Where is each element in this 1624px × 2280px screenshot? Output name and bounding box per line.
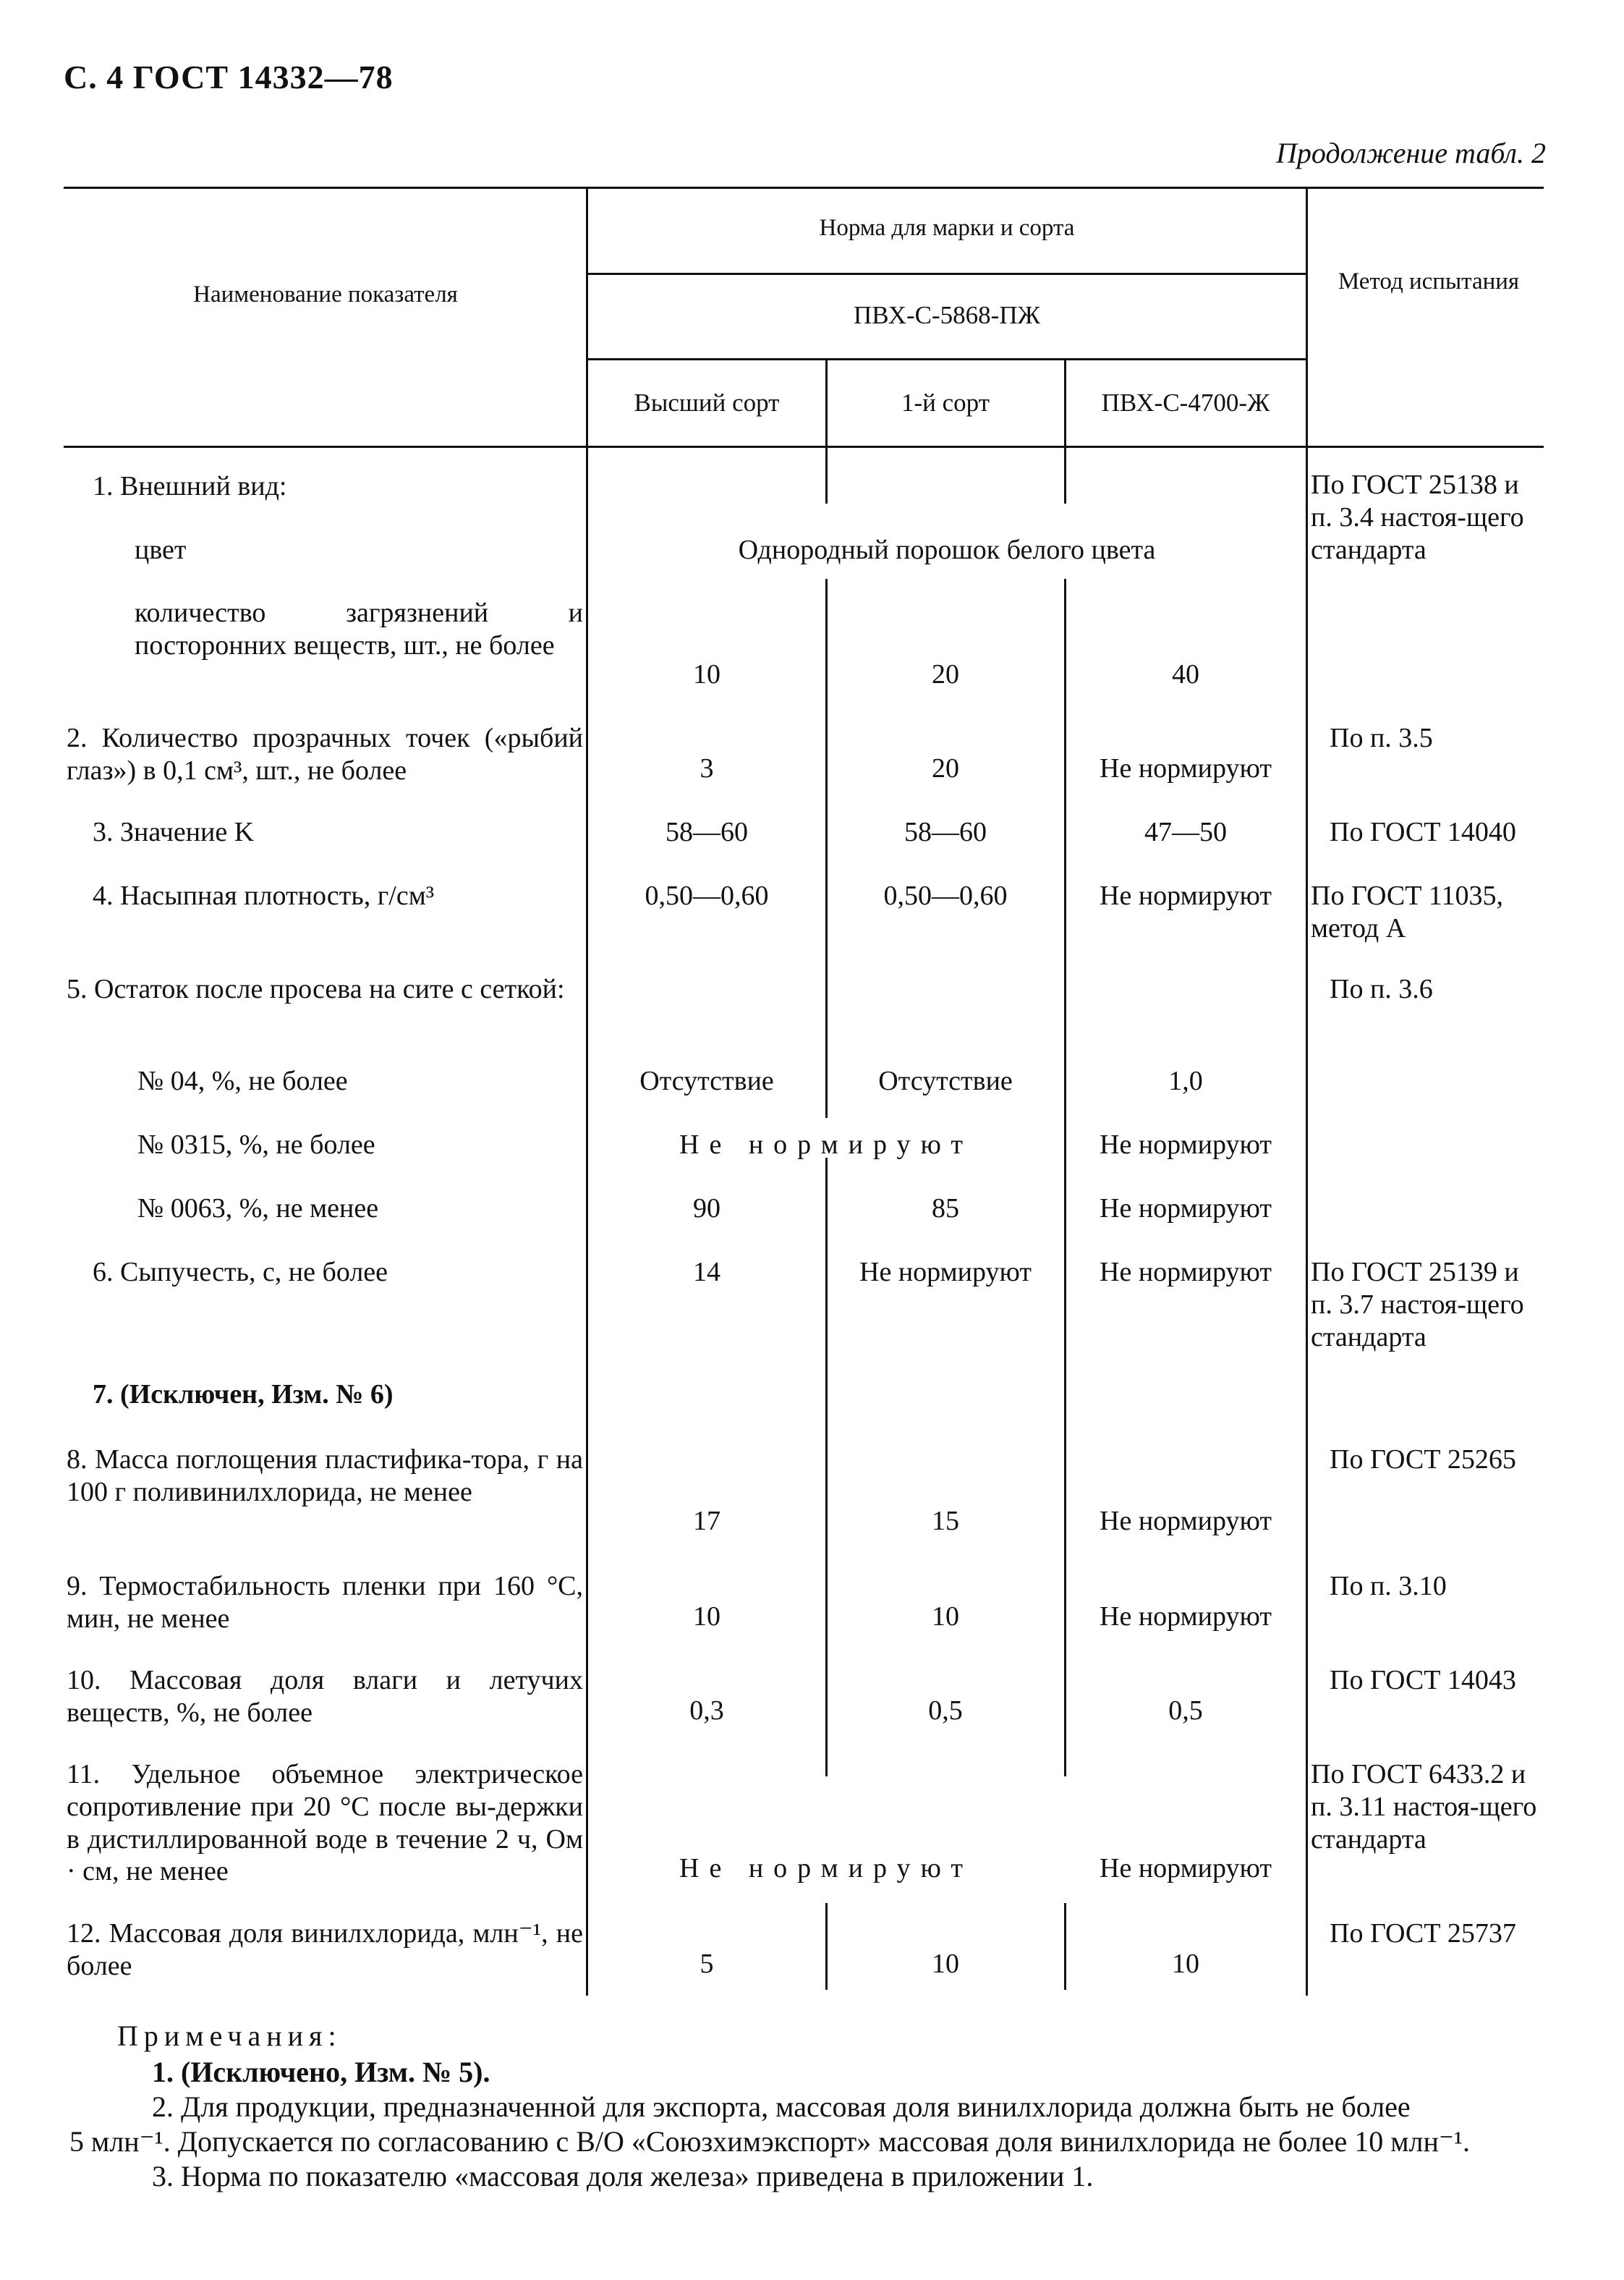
row-4-second: Не нормируют: [1100, 881, 1272, 911]
row-8-top: 17: [693, 1506, 720, 1536]
row-12-name: 12. Массовая доля винилхлорида, млн⁻¹, не более: [67, 1918, 583, 1981]
row-8-name: 8. Масса поглощения пластифика-тора, г на 100 г поливинилхлорида, не менее: [67, 1444, 583, 1507]
row-3-first: 58—60: [904, 817, 987, 847]
body-divider-col12-a: [825, 446, 828, 504]
body-divider-right: [1306, 446, 1308, 1996]
row-3-top: 58—60: [666, 817, 748, 847]
table-continuation-label: Продолжение табл. 2: [1275, 137, 1546, 169]
note-3: 3. Норма по показателю «массовая доля железа» приведена в приложении 1.: [152, 2160, 1094, 2192]
row-1-color-value: Однородный порошок белого цвета: [738, 535, 1156, 565]
header-grade: ПВХ-С-5868-ПЖ: [854, 301, 1040, 329]
row-1-contamination-name: количество загрязнений и посторонних веществ, шт., не более: [135, 598, 583, 661]
row-5-sieve-04-second: 1,0: [1168, 1066, 1203, 1096]
row-10-top: 0,3: [689, 1695, 724, 1726]
row-11-span: Не нормируют: [679, 1853, 973, 1883]
row-10-first: 0,5: [928, 1695, 963, 1726]
row-1-contamination-first: 20: [932, 659, 959, 690]
row-5-name: 5. Остаток после просева на сите с сеткой:: [67, 974, 565, 1004]
row-3-second: 47—50: [1144, 817, 1227, 847]
row-4-top: 0,50—0,60: [645, 881, 769, 911]
row-2-second: Не нормируют: [1100, 753, 1272, 784]
row-9-method: По п. 3.10: [1330, 1571, 1447, 1601]
row-5-sieve-0063-top: 90: [693, 1193, 720, 1224]
header-indicator-name: Наименование показателя: [193, 281, 458, 308]
grade-header-rule: [587, 358, 1306, 360]
row-1-name: 1. Внешний вид:: [93, 471, 287, 501]
row-2-name: 2. Количество прозрачных точек («рыбий глаз») в 0,1 см³, шт., не более: [67, 723, 583, 786]
row-8-method: По ГОСТ 25265: [1330, 1444, 1516, 1475]
header-col-second-brand: ПВХ-С-4700-Ж: [1101, 389, 1270, 417]
row-5-sieve-0315-span: Не нормируют: [679, 1130, 973, 1160]
row-7-name: 7. (Исключен, Изм. № 6): [93, 1379, 394, 1410]
row-9-second: Не нормируют: [1100, 1601, 1272, 1632]
header-bottom-rule: [64, 446, 1544, 448]
header-col-top-grade: Высший сорт: [634, 389, 780, 417]
row-10-method: По ГОСТ 14043: [1330, 1665, 1516, 1695]
note-2-line-2: 5 млн⁻¹. Допускается по согласованию с В/О «Союзхимэкспорт» массовая доля винилхлорида не более 10 млн⁻¹.: [69, 2125, 1470, 2158]
row-4-name: 4. Насыпная плотность, г/см³: [93, 881, 435, 911]
row-5-sieve-04-first: Отсутствие: [878, 1066, 1013, 1096]
row-3-method: По ГОСТ 14040: [1330, 817, 1516, 847]
row-2-first: 20: [932, 753, 959, 784]
row-6-top: 14: [693, 1257, 720, 1287]
header-col-first-grade: 1-й сорт: [901, 389, 990, 417]
row-1-contamination-second: 40: [1172, 659, 1199, 690]
header-divider-left: [586, 187, 588, 446]
row-9-name: 9. Термостабильность пленки при 160 °С, мин, не менее: [67, 1571, 583, 1634]
row-12-second: 10: [1172, 1949, 1199, 1979]
row-1-contamination-top: 10: [693, 659, 720, 690]
row-9-first: 10: [932, 1601, 959, 1632]
body-divider-left: [586, 446, 588, 1996]
row-12-top: 5: [700, 1949, 714, 1979]
row-2-method: По п. 3.5: [1330, 723, 1433, 753]
row-10-second: 0,5: [1168, 1695, 1203, 1726]
row-6-first: Не нормируют: [859, 1257, 1032, 1287]
row-6-second: Не нормируют: [1100, 1257, 1272, 1287]
body-divider-col12-c: [825, 1158, 828, 1776]
row-5-sieve-0063-second: Не нормируют: [1100, 1193, 1272, 1224]
row-8-first: 15: [932, 1506, 959, 1536]
row-4-method: По ГОСТ 11035, метод А: [1311, 881, 1504, 944]
row-1-method: По ГОСТ 25138 и п. 3.4 настоя-щего стандарта: [1311, 470, 1524, 565]
row-5-sieve-0063-name: № 0063, %, не менее: [137, 1193, 379, 1224]
row-6-method: По ГОСТ 25139 и п. 3.7 настоя-щего стандарта: [1311, 1257, 1524, 1352]
header-norm: Норма для марки и сорта: [819, 215, 1075, 241]
table-top-rule: [64, 187, 1544, 189]
row-11-name: 11. Удельное объемное электрическое сопротивление при 20 °С после вы-держки в дистиллированной воде в течение 2 ч, Ом · см, не менее: [67, 1759, 583, 1887]
row-5-sieve-0315-second: Не нормируют: [1100, 1130, 1272, 1160]
row-5-sieve-04-top: Отсутствие: [639, 1066, 774, 1096]
row-12-first: 10: [932, 1949, 959, 1979]
notes-title: Примечания:: [117, 2020, 342, 2052]
header-divider-right: [1306, 187, 1308, 446]
row-5-sieve-0315-name: № 0315, %, не более: [137, 1130, 375, 1160]
row-8-second: Не нормируют: [1100, 1506, 1272, 1536]
row-2-top: 3: [700, 753, 714, 784]
row-12-method: По ГОСТ 25737: [1330, 1918, 1516, 1949]
row-3-name: 3. Значение K: [93, 817, 255, 847]
row-10-name: 10. Массовая доля влаги и летучих веществ, %, не более: [67, 1665, 583, 1728]
row-5-sieve-0063-first: 85: [932, 1193, 959, 1224]
row-4-first: 0,50—0,60: [883, 881, 1008, 911]
row-11-second: Не нормируют: [1100, 1853, 1272, 1883]
note-1: 1. (Исключено, Изм. № 5).: [152, 2056, 490, 2088]
header-method: Метод испытания: [1338, 268, 1520, 294]
norm-header-rule: [587, 273, 1306, 275]
document-header: С. 4 ГОСТ 14332—78: [64, 59, 394, 96]
row-1-color-name: цвет: [135, 535, 187, 565]
body-divider-col23-a: [1064, 446, 1066, 504]
row-11-method: По ГОСТ 6433.2 и п. 3.11 настоя-щего стандарта: [1311, 1759, 1537, 1855]
row-5-method: По п. 3.6: [1330, 974, 1433, 1004]
note-2-line-1: 2. Для продукции, предназначенной для экспорта, массовая доля винилхлорида должна быть не более: [152, 2090, 1411, 2123]
row-9-top: 10: [693, 1601, 720, 1632]
row-6-name: 6. Сыпучесть, с, не более: [93, 1257, 388, 1287]
row-5-sieve-04-name: № 04, %, не более: [137, 1066, 348, 1096]
